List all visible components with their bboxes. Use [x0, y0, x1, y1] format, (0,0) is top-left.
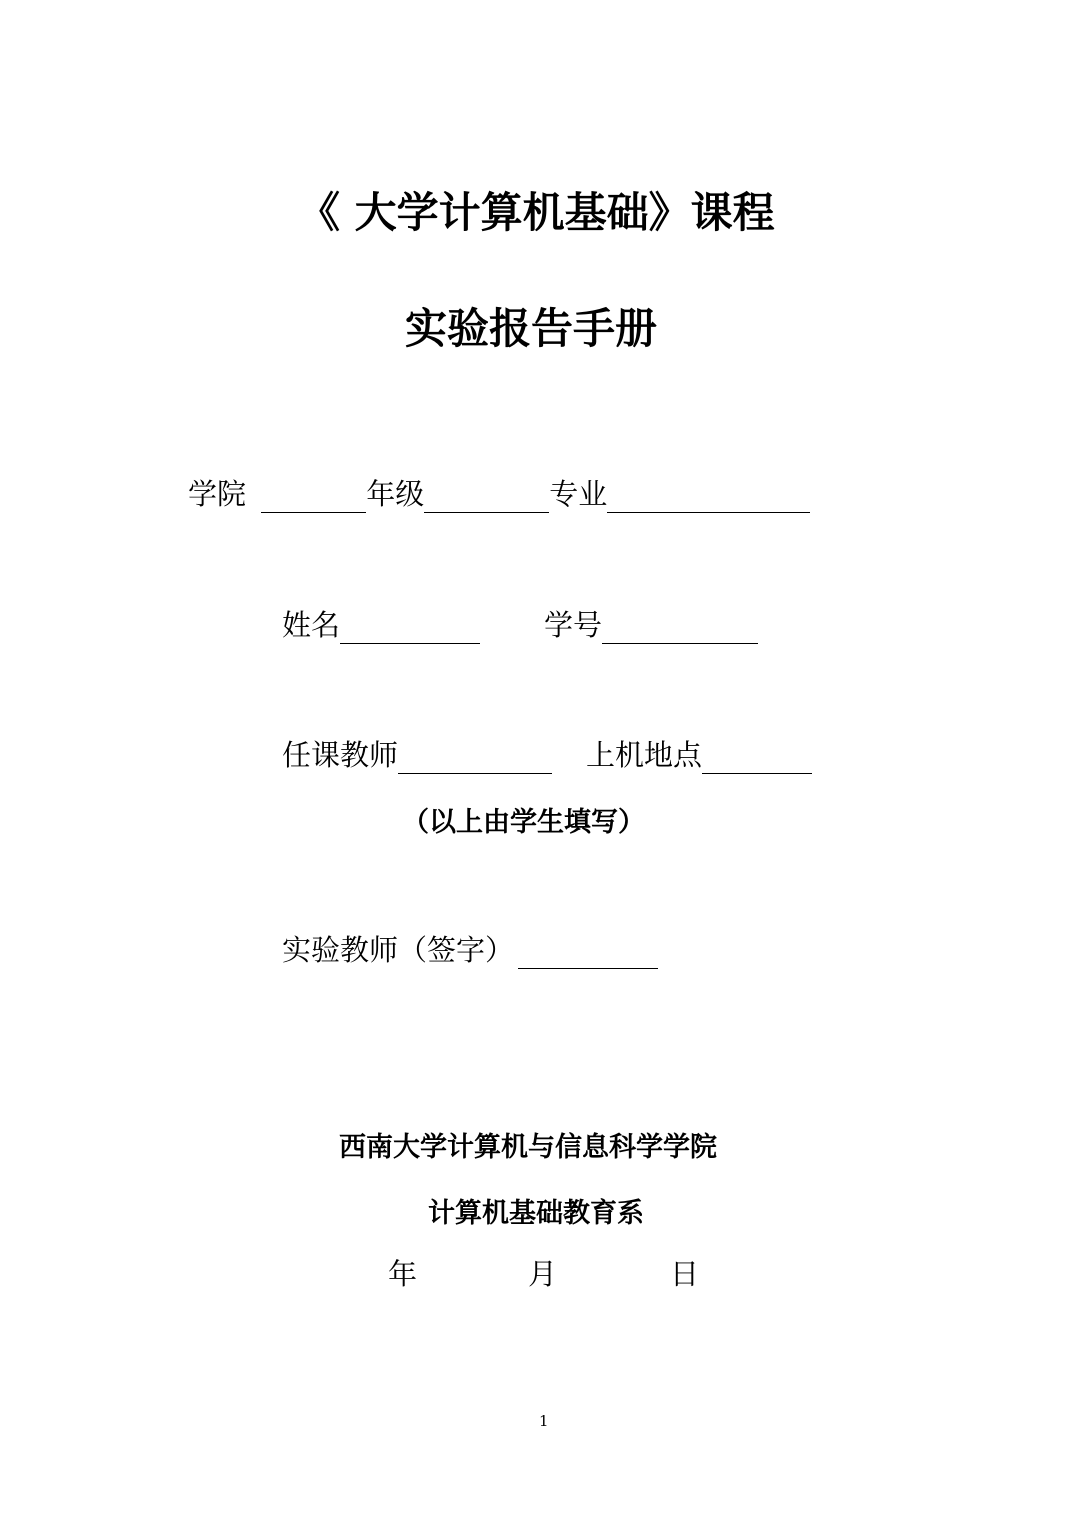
- name-input-line[interactable]: [340, 613, 480, 644]
- grade-label: 年级: [366, 477, 425, 511]
- institution-name: 西南大学计算机与信息科学学院: [339, 1132, 717, 1163]
- college-input-line[interactable]: [261, 482, 366, 513]
- student-fill-note: （以上由学生填写）: [402, 807, 645, 838]
- lab-location-label: 上机地点: [586, 738, 703, 772]
- row-name-id: [282, 603, 758, 644]
- row-college-grade-major: [188, 472, 810, 513]
- page-number: 1: [539, 1412, 549, 1430]
- lab-location-input-line[interactable]: [702, 743, 812, 774]
- lab-teacher-label: 实验教师（签字）: [282, 933, 515, 967]
- teacher-label: 任课教师: [282, 738, 399, 772]
- major-input-line[interactable]: [607, 482, 810, 513]
- student-id-label: 学号: [544, 608, 603, 642]
- teacher-input-line[interactable]: [398, 743, 552, 774]
- row-lab-teacher: [282, 928, 658, 969]
- major-label: 专业: [549, 477, 608, 511]
- date-month-label: 月: [528, 1257, 558, 1291]
- date-year-label: 年: [388, 1257, 418, 1291]
- name-label: 姓名: [282, 608, 341, 642]
- grade-input-line[interactable]: [424, 482, 549, 513]
- college-label: 学院: [188, 477, 247, 511]
- title-line-2: 实验报告手册: [405, 304, 658, 353]
- department-name: 计算机基础教育系: [428, 1198, 644, 1229]
- date-day-label: 日: [670, 1257, 700, 1291]
- student-id-input-line[interactable]: [602, 613, 758, 644]
- title-line-1: 《 大学计算机基础》课程: [298, 188, 775, 237]
- row-teacher-location: [282, 733, 812, 774]
- lab-teacher-signature-line[interactable]: [518, 938, 658, 969]
